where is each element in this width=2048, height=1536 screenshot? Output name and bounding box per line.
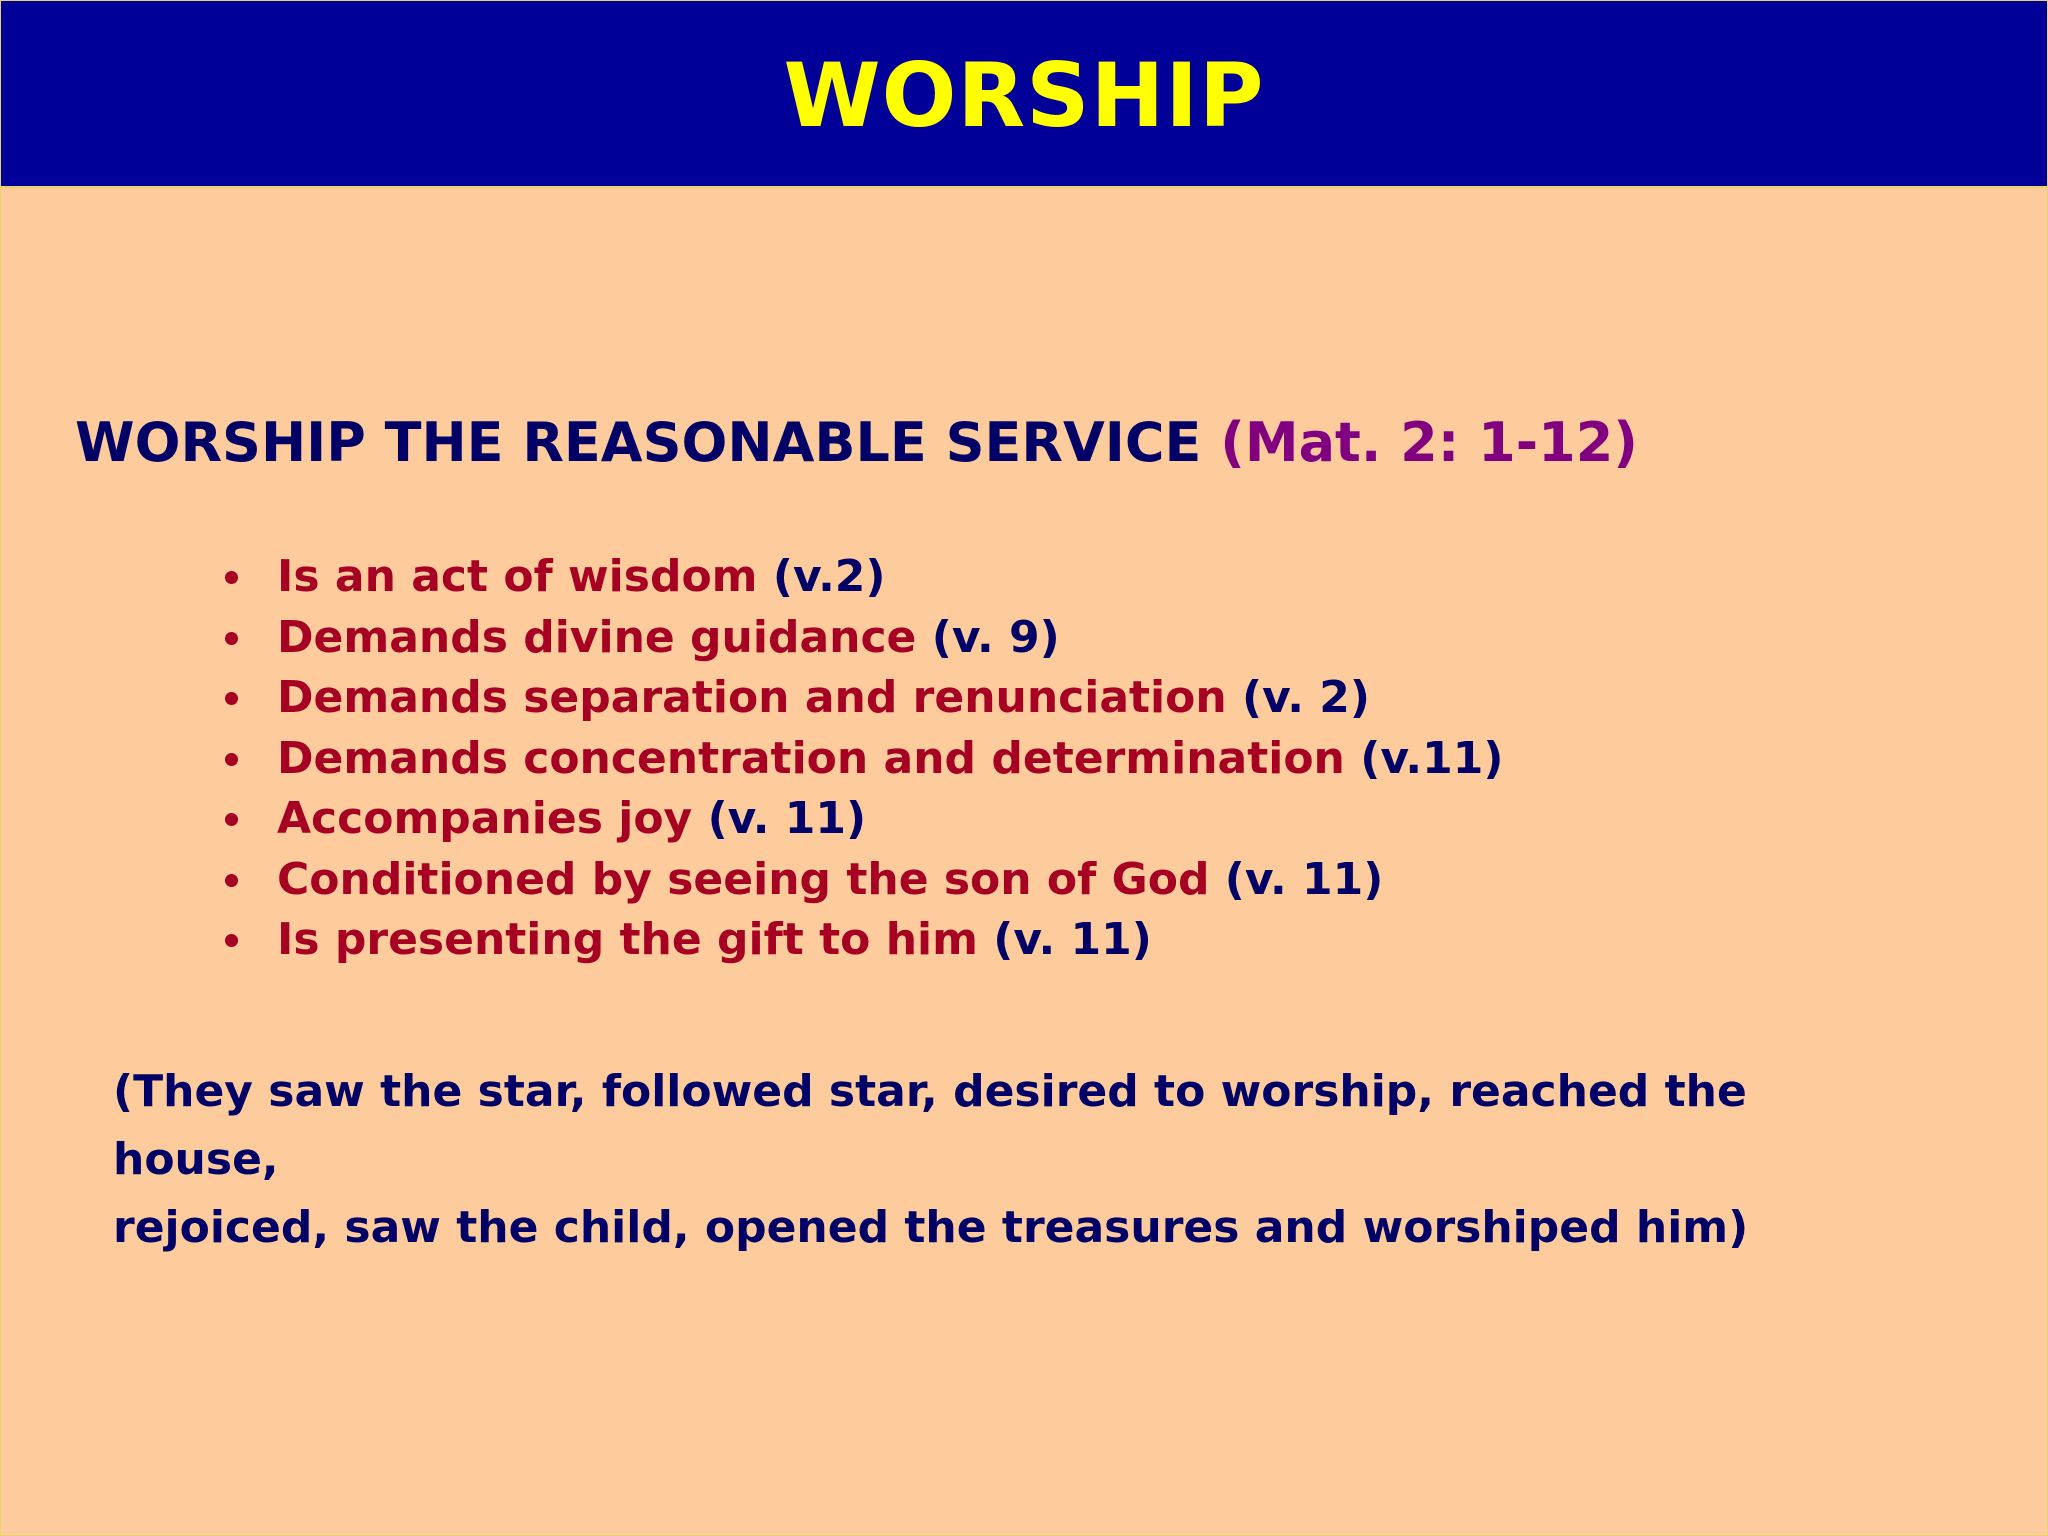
point-verse: (v. 2): [1242, 672, 1370, 723]
list-item: [221, 729, 1503, 790]
bullet-icon: [225, 692, 238, 705]
list-item: [221, 547, 1503, 608]
summary-note: [113, 1058, 1873, 1262]
heading-reference: (Mat. 2: 1-12): [1220, 411, 1638, 474]
point-verse: (v. 11): [1224, 853, 1384, 905]
point-text: Demands separation and renunciation: [277, 672, 1227, 723]
bullet-icon: [225, 874, 238, 887]
points-list: [221, 547, 1503, 971]
bullet-icon: [225, 571, 238, 584]
list-item: [221, 608, 1503, 669]
point-verse: (v. 9): [931, 611, 1060, 663]
point-text: Is presenting the gift to him: [277, 914, 978, 965]
bullet-icon: [225, 813, 238, 826]
point-verse: (v. 11): [707, 793, 867, 844]
bullet-icon: [225, 934, 238, 947]
slide-title: WORSHIP: [783, 44, 1265, 147]
point-text: Accompanies joy: [277, 793, 693, 844]
list-item: [221, 910, 1503, 971]
point-verse: (v.11): [1360, 732, 1504, 784]
title-bar: [1, 1, 2047, 188]
point-text: Is an act of wisdom: [277, 551, 758, 602]
heading-text: WORSHIP THE REASONABLE SERVICE: [75, 411, 1202, 474]
section-heading: [75, 405, 1638, 481]
list-item: [221, 668, 1503, 729]
note-line-2: rejoiced, saw the child, opened the treasures and worshiped him): [113, 1202, 1749, 1253]
point-text: Demands concentration and determination: [277, 732, 1345, 784]
point-verse: (v.2): [772, 551, 886, 602]
list-item: [221, 850, 1503, 911]
bullet-icon: [225, 632, 238, 645]
bullet-icon: [225, 753, 238, 766]
point-text: Demands divine guidance: [277, 611, 917, 663]
note-line-1: (They saw the star, followed star, desired to worship, reached the house,: [113, 1066, 1747, 1185]
list-item: [221, 789, 1503, 850]
point-text: Conditioned by seeing the son of God: [277, 853, 1210, 905]
point-verse: (v. 11): [993, 914, 1152, 965]
